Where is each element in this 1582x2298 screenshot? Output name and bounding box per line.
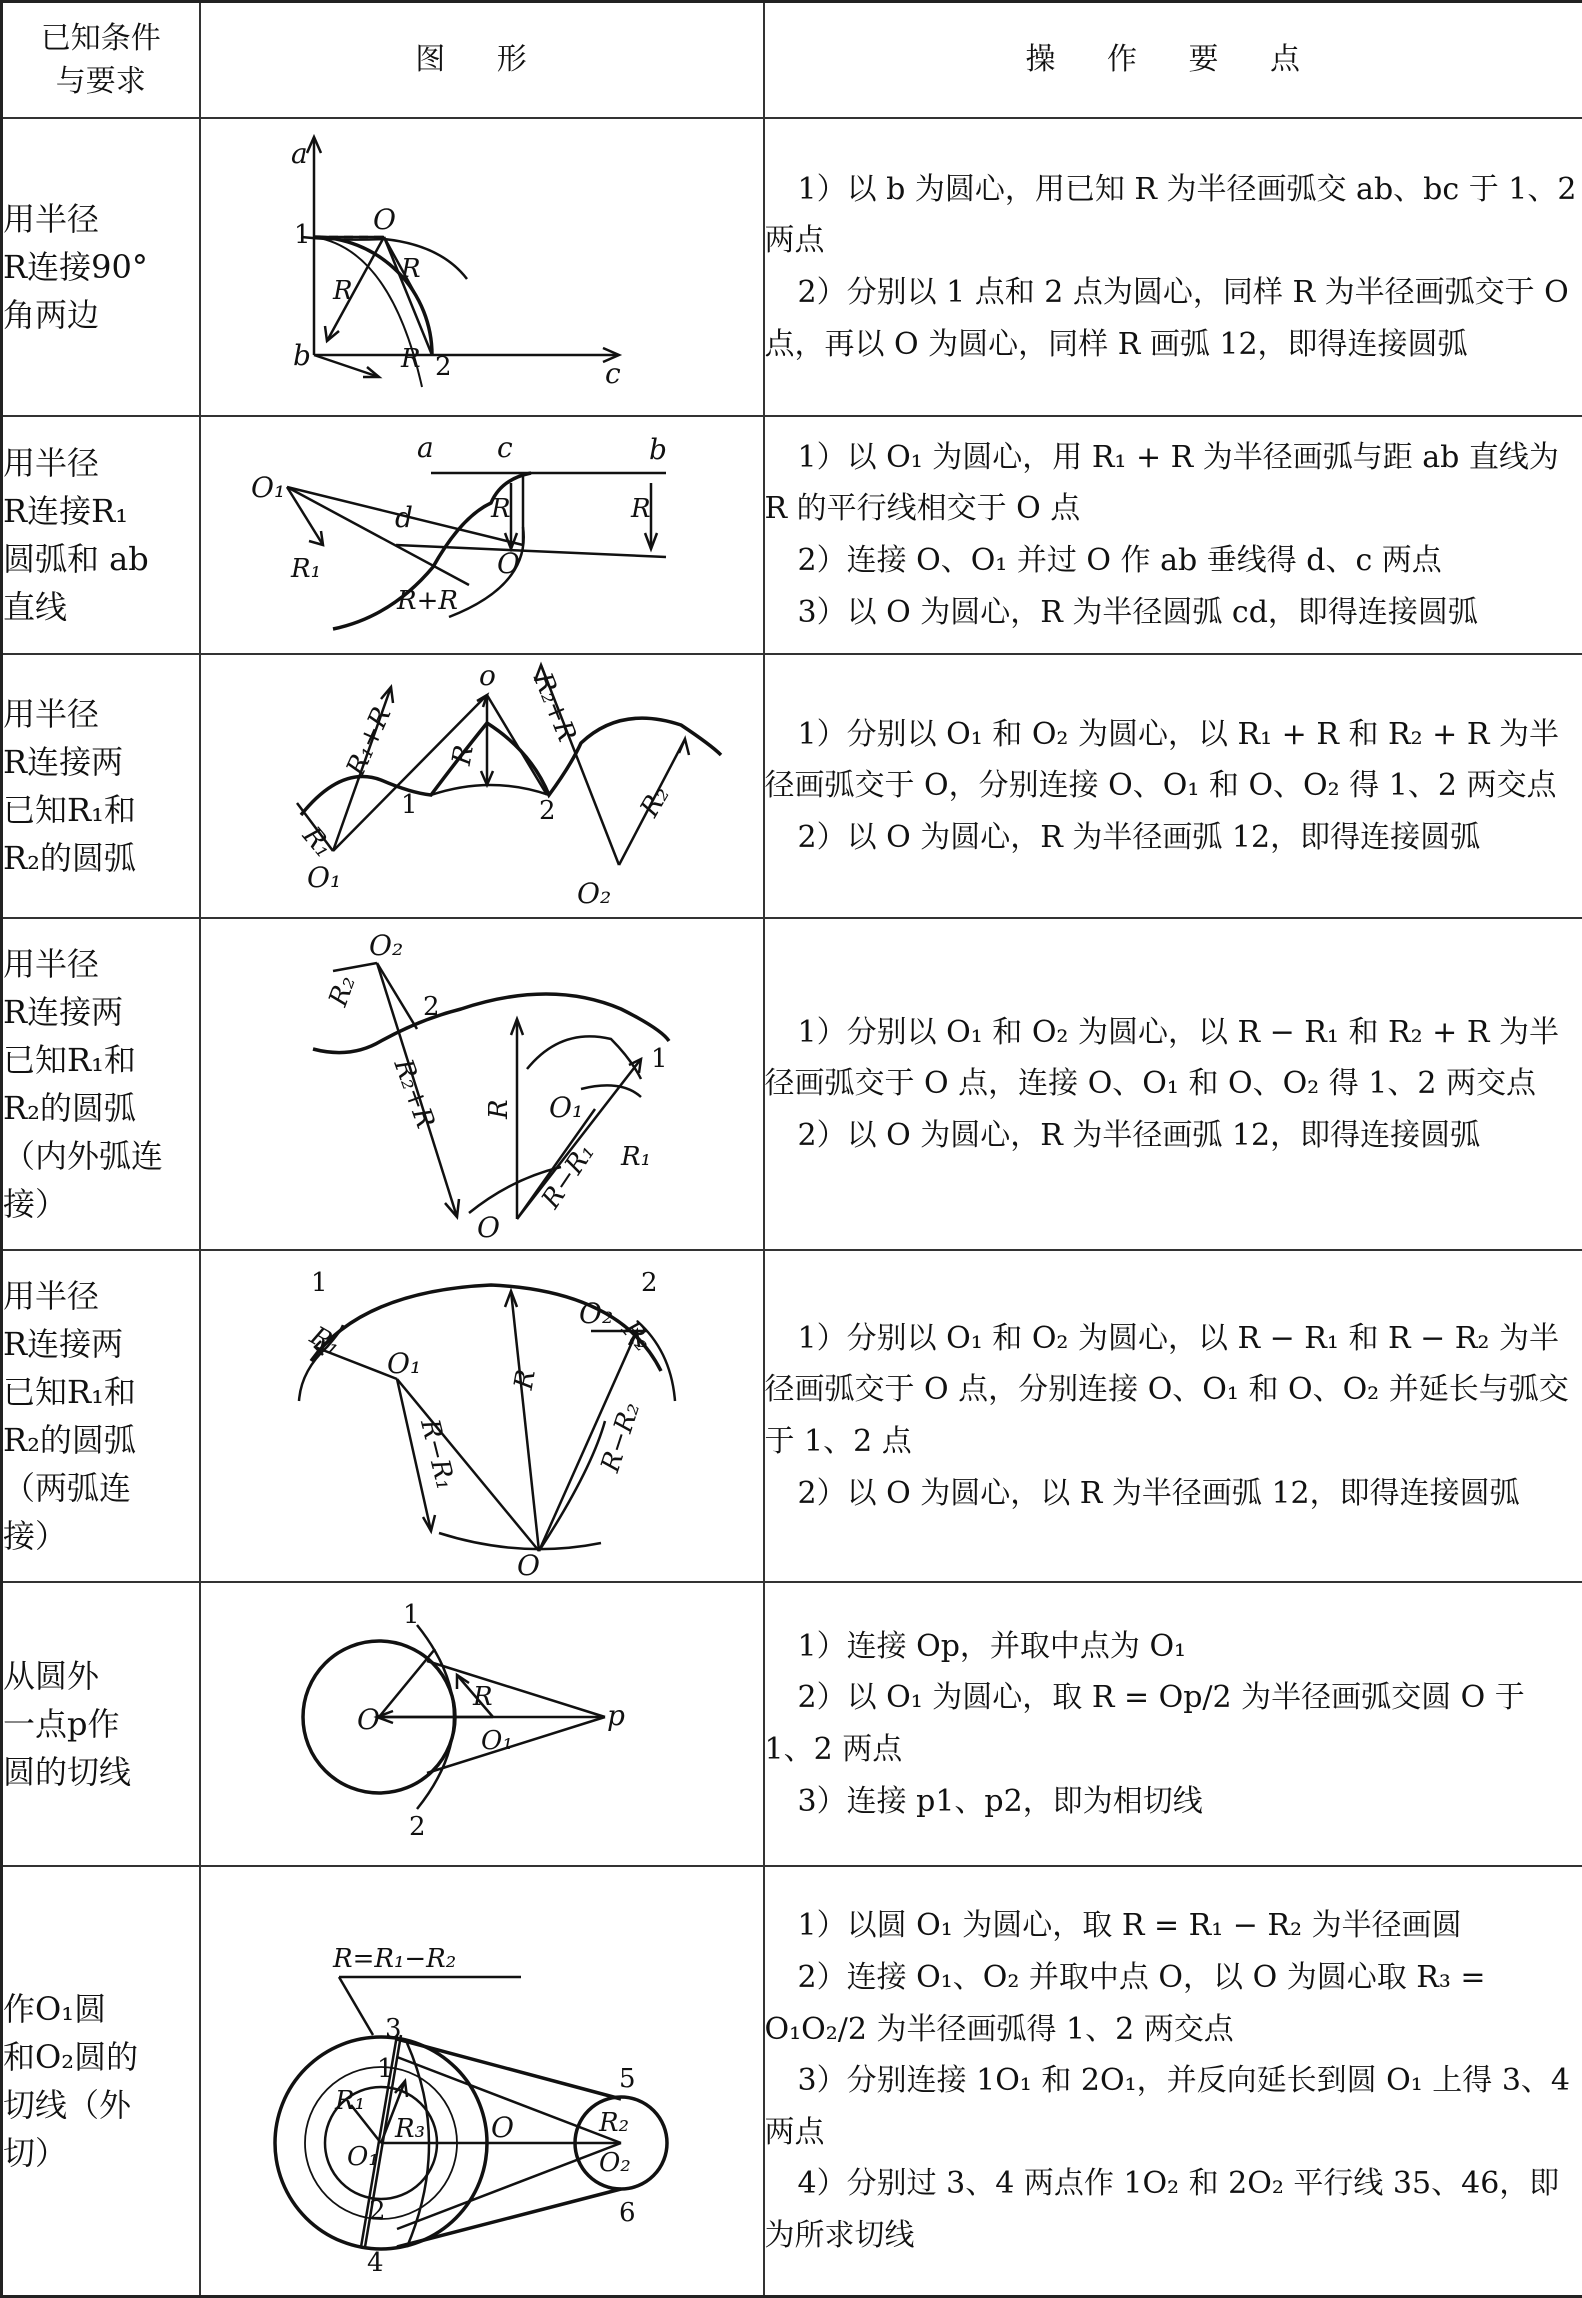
label-a: a [417,431,434,464]
label-1: 1 [403,1600,420,1630]
label-r2: R₂ [614,1314,657,1357]
label-2: 2 [409,1812,426,1842]
table-row [2,118,1582,416]
figure-cell [200,1582,764,1866]
table-row [2,416,1582,654]
label-r-minus-r1: R−R₁ [413,1415,460,1492]
label-2: 2 [539,796,556,826]
figure-arc-connect-inner-outer [201,919,765,1249]
table-row [2,1866,1582,2297]
label-r3: R₃ [394,2114,425,2144]
label-r1: R₁ [334,2086,365,2116]
label-r-minus-r1: R−R₁ [535,1138,600,1215]
header-col1-line1: 已知条件 [41,21,161,56]
label-o2: O₂ [599,2148,631,2178]
figure-arc-connect-two-arcs [201,655,765,917]
label-r: R [484,1099,514,1120]
label-o2: O₂ [579,1297,613,1330]
label-r1: R₁ [620,1142,651,1172]
steps-cell: 1）以 b 为圆心，用已知 R 为半径画弧交 ab、bc 于 1、2 两点 2）分别以 1 点和 2 点为圆心，同样 R 为半径画弧交于 O 点，再以 O 为圆心，同样 R 画弧 12，即得连接圆弧 [764,118,1582,416]
label-r2: R₂ [598,2108,629,2138]
label-r: R [630,494,651,524]
figure-arc-connect-two-arcs-enclosing [201,1251,765,1581]
label-r1: R₁ [295,820,338,863]
figure-cell [200,118,764,416]
label-o1: O₁ [251,471,285,504]
label-1: 1 [294,220,311,250]
label-r-equals-r1-minus-r2: R=R₁−R₂ [332,1944,456,1974]
condition-cell: 用半径 R连接两 已知R₁和 R₂的圆弧 [2,654,200,918]
condition-cell: 作O₁圆 和O₂圆的 切线（外 切） [2,1866,200,2297]
label-r: R [490,494,511,524]
label-r: R [446,743,479,768]
label-r1: R₁ [290,554,321,584]
figure-cell [200,1866,764,2297]
label-a: a [291,137,308,170]
label-r2-plus-r: R₂+R [387,1054,440,1132]
figure-arc-connect-right-angle [201,119,765,415]
condition-cell: 用半径 R连接90° 角两边 [2,118,200,416]
condition-cell: 用半径 R连接R₁ 圆弧和 ab 直线 [2,416,200,654]
label-6: 6 [619,2198,636,2228]
label-r2: R₂ [634,781,675,823]
label-r: R [400,344,421,374]
table-row [2,654,1582,918]
label-o: O [517,1549,540,1581]
table-header-row [2,2,1582,119]
condition-cell: 用半径 R连接两 已知R₁和 R₂的圆弧 （两弧连 接） [2,1250,200,1582]
figure-cell [200,654,764,918]
label-4: 4 [367,2248,384,2278]
label-c: c [605,357,621,390]
label-o: O [477,1211,500,1244]
label-1: 1 [651,1044,668,1074]
steps-cell: 1）分别以 O₁ 和 O₂ 为圆心，以 R − R₁ 和 R − R₂ 为半径画弧交于 O 点，分别连接 O、O₁ 和 O、O₂ 并延长与弧交于 1、2 点 2）以 O 为圆心，以 R 为半径画弧 12，即得连接圆弧 [764,1250,1582,1582]
label-2: 2 [423,992,440,1022]
figure-cell [200,1250,764,1582]
steps-cell: 1）以圆 O₁ 为圆心，取 R = R₁ − R₂ 为半径画圆 2）连接 O₁、O₂ 并取中点 O，以 O 为圆心取 R₃ = O₁O₂/2 为半径画弧得 1、2 两交点 3）分别连接 1O₁ 和 2O₁，并反向延长到圆 O₁ 上得 3、4 两点 4）分别过 3、4 两点作 1O₂ 和 2O₂ 平行线 35、46，即为所求切线 [764,1866,1582,2297]
label-r1-plus-r: R₁+R [340,703,397,781]
label-b: b [293,339,311,372]
figure-cell [200,918,764,1250]
steps-cell: 1）分别以 O₁ 和 O₂ 为圆心，以 R₁ + R 和 R₂ + R 为半径画弧交于 O，分别连接 O、O₁ 和 O、O₂ 得 1、2 两交点 2）以 O 为圆心，R 为半径画弧 12，即得连接圆弧 [764,654,1582,918]
label-1: 1 [377,2054,394,2084]
label-r-plus-r: R+R [396,586,458,616]
label-o2: O₂ [369,929,403,962]
label-o: O [357,1703,380,1736]
label-1: 1 [401,790,418,820]
label-o: o [479,659,496,692]
label-o: O [497,547,520,580]
label-r: R [472,1682,493,1712]
label-r1: R₁ [303,1321,345,1362]
label-r2-plus-r: R₂+R [526,668,581,746]
steps-cell: 1）分别以 O₁ 和 O₂ 为圆心，以 R − R₁ 和 R₂ + R 为半径画弧交于 O 点，连接 O、O₁ 和 O、O₂ 得 1、2 两交点 2）以 O 为圆心，R 为半径画弧 12，即得连接圆弧 [764,918,1582,1250]
label-o1: O₁ [481,1726,513,1756]
label-r-minus-r2: R−R₂ [595,1399,646,1477]
label-r: R [508,1367,541,1392]
label-2: 2 [369,2196,386,2226]
label-r: R [400,254,421,284]
label-b: b [649,433,667,466]
header-col1-line2: 与要求 [56,64,146,99]
label-o1: O₁ [387,1347,421,1380]
label-r2: R₂ [323,972,362,1011]
table-row [2,1582,1582,1866]
label-3: 3 [385,2014,402,2044]
header-conditions [2,2,200,119]
figure-tangent-from-point [201,1583,765,1865]
label-c: c [497,431,513,464]
label-o1: O₁ [549,1091,583,1124]
label-d: d [395,501,413,534]
label-o2: O₂ [577,877,611,910]
label-o1: O₁ [347,2142,379,2172]
label-2: 2 [641,1268,658,1298]
label-o1: O₁ [307,861,341,894]
label-o: O [491,2111,514,2144]
steps-cell: 1）连接 Op，并取中点为 O₁ 2）以 O₁ 为圆心，取 R = Op/2 为半径画弧交圆 O 于 1、2 两点 3）连接 p1、p2，即为相切线 [764,1582,1582,1866]
header-figure: 图 形 [200,2,764,119]
label-2: 2 [435,352,452,382]
steps-cell: 1）以 O₁ 为圆心，用 R₁ + R 为半径画弧与距 ab 直线为 R 的平行线相交于 O 点 2）连接 O、O₁ 并过 O 作 ab 垂线得 d、c 两点 3）以 O 为圆心，R 为半径圆弧 cd，即得连接圆弧 [764,416,1582,654]
figure-arc-connect-arc-line [201,417,765,653]
table-row [2,1250,1582,1582]
label-r: R [332,276,353,306]
label-5: 5 [619,2064,636,2094]
table-row [2,918,1582,1250]
figure-external-tangent-two-circles [201,1867,765,2295]
condition-cell: 用半径 R连接两 已知R₁和 R₂的圆弧 （内外弧连 接） [2,918,200,1250]
label-p: p [607,1699,625,1732]
label-o: O [373,203,396,236]
condition-cell: 从圆外 一点p作 圆的切线 [2,1582,200,1866]
figure-cell [200,416,764,654]
label-1: 1 [311,1268,328,1298]
header-steps: 操 作 要 点 [764,2,1582,119]
